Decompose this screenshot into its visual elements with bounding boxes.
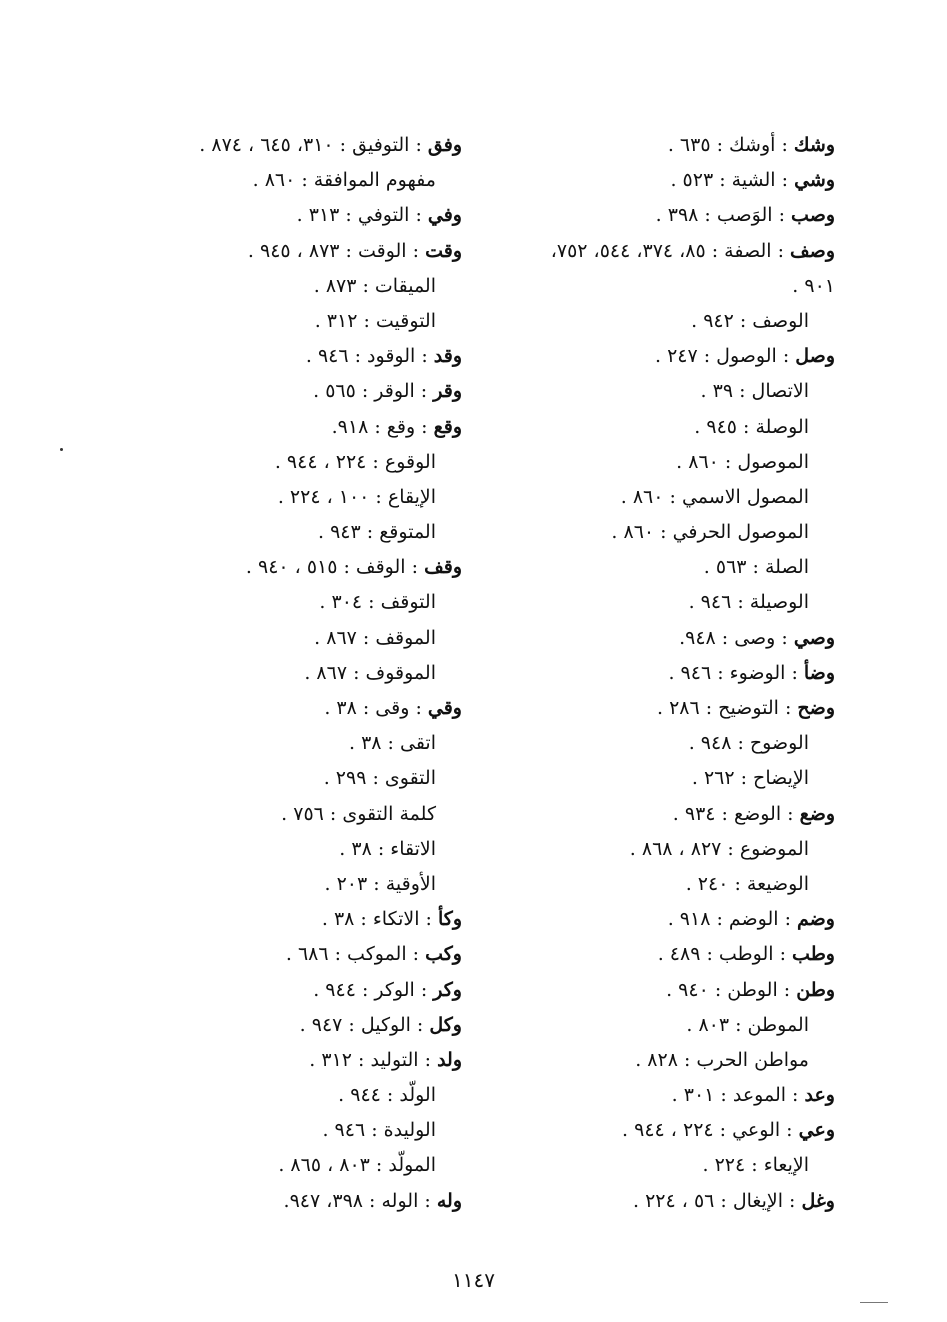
entry-text: : الإيغال : ٥٦ ، ٢٢٤ . bbox=[633, 1189, 802, 1212]
root-word: وقف bbox=[424, 556, 462, 579]
root-word: وغل bbox=[801, 1189, 835, 1212]
index-entry bbox=[117, 480, 462, 515]
root-word: وعد bbox=[804, 1084, 835, 1107]
entry-text: : التوفيق : ٣١٠، ٦٤٥ ، ٨٧٤ . bbox=[199, 134, 428, 156]
root-word: وقر bbox=[433, 380, 462, 403]
index-entry bbox=[117, 1113, 462, 1148]
root-word: وصف bbox=[790, 239, 835, 262]
index-entry bbox=[117, 726, 462, 761]
entry-text: : وقى : ٣٨ . bbox=[324, 697, 428, 719]
index-entry bbox=[117, 1008, 462, 1043]
entry-text: مواطن الحرب : ٨٢٨ . bbox=[635, 1048, 809, 1071]
root-word: وضم bbox=[797, 908, 835, 931]
entry-text: الولّد : ٩٤٤ . bbox=[338, 1084, 436, 1107]
root-word: وفق bbox=[427, 134, 462, 156]
root-word: وصي bbox=[793, 626, 835, 649]
index-entry bbox=[117, 797, 462, 832]
entry-text: الوضوح : ٩٤٨ . bbox=[688, 732, 809, 755]
index-entry bbox=[117, 973, 462, 1008]
entry-text: المصول الاسمي : ٨٦٠ . bbox=[620, 485, 809, 508]
index-entry bbox=[117, 691, 462, 726]
index-entry bbox=[475, 128, 835, 163]
root-word: وكل bbox=[429, 1013, 462, 1036]
entry-text: : التوليد : ٣١٢ . bbox=[309, 1048, 438, 1071]
index-entry bbox=[475, 1113, 835, 1148]
entry-text: الوقوع : ٢٢٤ ، ٩٤٤ . bbox=[274, 450, 436, 473]
entry-text: : الوصول : ٢٤٧ . bbox=[654, 345, 796, 368]
index-entry bbox=[475, 410, 835, 445]
page-number: ١١٤٧ bbox=[452, 1268, 495, 1292]
index-entry bbox=[475, 867, 835, 902]
entry-text: كلمة التقوى : ٧٥٦ . bbox=[281, 802, 436, 825]
root-word: وشك bbox=[793, 134, 835, 156]
index-column-left bbox=[117, 128, 462, 1219]
entry-text: : وصى : ٩٤٨. bbox=[679, 626, 794, 649]
root-word: ولد bbox=[437, 1048, 462, 1071]
index-entry bbox=[475, 269, 835, 304]
entry-text: : الوكيل : ٩٤٧ . bbox=[299, 1013, 430, 1036]
index-entry bbox=[475, 515, 835, 550]
entry-text: : الوقر : ٥٦٥ . bbox=[313, 380, 434, 403]
entry-text: الأوقية : ٢٠٣ . bbox=[324, 872, 436, 895]
index-entry bbox=[475, 832, 835, 867]
index-entry bbox=[117, 339, 462, 374]
index-entry bbox=[475, 726, 835, 761]
index-entry bbox=[475, 1008, 835, 1043]
entry-text: : الشية : ٥٢٣ . bbox=[670, 169, 795, 192]
entry-text: الوصف : ٩٤٢ . bbox=[691, 309, 809, 332]
root-word: وطب bbox=[792, 943, 835, 966]
entry-text: : الوطب : ٤٨٩ . bbox=[657, 943, 793, 966]
entry-text: الإيضاح : ٢٦٢ . bbox=[691, 767, 809, 790]
index-entry bbox=[475, 585, 835, 620]
index-entry bbox=[475, 797, 835, 832]
index-entry bbox=[117, 550, 462, 585]
entry-text: المولّد : ٨٠٣ ، ٨٦٥ . bbox=[278, 1154, 436, 1177]
index-entry bbox=[117, 374, 462, 409]
root-word: وضح bbox=[797, 697, 835, 719]
index-entry bbox=[117, 902, 462, 937]
index-entry bbox=[117, 128, 462, 163]
index-entry bbox=[117, 621, 462, 656]
entry-text: مفهوم الموافقة : ٨٦٠ . bbox=[252, 169, 436, 192]
entry-text: اتقى : ٣٨ . bbox=[348, 732, 436, 755]
index-entry bbox=[117, 198, 462, 233]
scan-edge-mark bbox=[860, 1302, 888, 1303]
entry-text: الموضوع : ٨٢٧ ، ٨٦٨ . bbox=[629, 837, 809, 860]
index-entry bbox=[475, 1078, 835, 1113]
index-entry bbox=[117, 163, 462, 198]
root-word: وضع bbox=[799, 802, 835, 825]
index-entry bbox=[117, 410, 462, 445]
index-entry bbox=[475, 198, 835, 233]
index-entry bbox=[475, 550, 835, 585]
entry-text: : الصفة : ٨٥، ٣٧٤، ٥٤٤، ٧٥٢، bbox=[550, 239, 791, 262]
entry-text: : الوضوء : ٩٤٦ . bbox=[668, 661, 804, 684]
index-entry bbox=[475, 1184, 835, 1219]
index-entry bbox=[117, 1184, 462, 1219]
entry-text: المتوقع : ٩٤٣ . bbox=[318, 521, 436, 544]
entry-text: ٩٠١ . bbox=[792, 274, 835, 297]
entry-text: الموقوف : ٨٦٧ . bbox=[304, 661, 436, 684]
entry-text: الاتقاء : ٣٨ . bbox=[339, 837, 436, 860]
index-entry bbox=[117, 656, 462, 691]
entry-text: الميقات : ٨٧٣ . bbox=[313, 274, 436, 297]
index-entry bbox=[117, 585, 462, 620]
entry-text: : الاتكاء : ٣٨ . bbox=[321, 908, 438, 931]
index-entry bbox=[475, 691, 835, 726]
index-entry bbox=[475, 480, 835, 515]
index-entry bbox=[475, 937, 835, 972]
entry-text: : الوقود : ٩٤٦ . bbox=[305, 345, 434, 368]
root-word: وصب bbox=[791, 204, 835, 227]
index-entry bbox=[475, 304, 835, 339]
entry-text: التوقف : ٣٠٤ . bbox=[319, 591, 436, 614]
entry-text: : الموعد : ٣٠١ . bbox=[671, 1084, 805, 1107]
index-entry bbox=[117, 867, 462, 902]
root-word: وقي bbox=[427, 697, 462, 719]
index-entry bbox=[117, 1078, 462, 1113]
index-entry bbox=[117, 832, 462, 867]
entry-text: : التوضيح : ٢٨٦ . bbox=[656, 697, 798, 719]
index-entry bbox=[117, 1148, 462, 1183]
index-entry bbox=[475, 234, 835, 269]
entry-text: : الوكر : ٩٤٤ . bbox=[313, 978, 434, 1001]
root-word: وصل bbox=[795, 345, 835, 368]
entry-text: : أوشك : ٦٣٥ . bbox=[667, 134, 794, 156]
entry-text: : وقع : ٩١٨. bbox=[331, 415, 434, 438]
index-entry bbox=[475, 902, 835, 937]
entry-text: الوصلة : ٩٤٥ . bbox=[694, 415, 809, 438]
index-entry bbox=[475, 445, 835, 480]
index-column-right bbox=[475, 128, 835, 1219]
root-word: وفي bbox=[427, 204, 462, 227]
root-word: وطن bbox=[796, 978, 835, 1001]
index-entry bbox=[117, 269, 462, 304]
index-entry bbox=[475, 1043, 835, 1078]
index-entry bbox=[475, 1148, 835, 1183]
entry-text: الموصول الحرفي : ٨٦٠ . bbox=[611, 521, 809, 544]
entry-text: الوليدة : ٩٤٦ . bbox=[322, 1119, 436, 1142]
root-word: وعي bbox=[798, 1119, 835, 1142]
root-word: وكب bbox=[425, 943, 462, 966]
index-entry bbox=[475, 163, 835, 198]
entry-text: : الوطن : ٩٤٠ . bbox=[666, 978, 797, 1001]
entry-text: الإيقاع : ١٠٠ ، ٢٢٤ . bbox=[277, 485, 436, 508]
entry-text: الموقف : ٨٦٧ . bbox=[314, 626, 436, 649]
index-entry bbox=[117, 445, 462, 480]
root-word: وكر bbox=[433, 978, 462, 1001]
index-entry bbox=[475, 656, 835, 691]
index-entry bbox=[117, 761, 462, 796]
index-entry bbox=[475, 761, 835, 796]
entry-text: التقوى : ٢٩٩ . bbox=[323, 767, 436, 790]
entry-text: : التوفي : ٣١٣ . bbox=[296, 204, 428, 227]
index-entry bbox=[117, 937, 462, 972]
entry-text: التوقيت : ٣١٢ . bbox=[314, 309, 436, 332]
entry-text: الاتصال : ٣٩ . bbox=[700, 380, 809, 403]
entry-text: الوصيلة : ٩٤٦ . bbox=[688, 591, 809, 614]
entry-text: : الوعي : ٢٢٤ ، ٩٤٤ . bbox=[622, 1119, 799, 1142]
entry-text: الإيعاء : ٢٢٤ . bbox=[702, 1154, 809, 1177]
entry-text: : الوقف : ٥١٥ ، ٩٤٠ . bbox=[245, 556, 425, 579]
root-word: وضأ bbox=[803, 661, 835, 684]
root-word: وكأ bbox=[437, 908, 462, 931]
entry-text: : الوله : ٣٩٨، ٩٤٧. bbox=[283, 1189, 437, 1212]
index-entry bbox=[117, 304, 462, 339]
entry-text: الصلة : ٥٦٣ . bbox=[703, 556, 809, 579]
index-entry bbox=[475, 374, 835, 409]
index-entry bbox=[117, 1043, 462, 1078]
entry-text: : الوضع : ٩٣٤ . bbox=[672, 802, 800, 825]
root-word: وشي bbox=[794, 169, 835, 192]
index-entry bbox=[475, 339, 835, 374]
index-entry bbox=[475, 973, 835, 1008]
root-word: وقد bbox=[433, 345, 462, 368]
index-entry bbox=[117, 234, 462, 269]
entry-text: الوضيعة : ٢٤٠ . bbox=[685, 872, 809, 895]
entry-text: الموصول : ٨٦٠ . bbox=[676, 450, 809, 473]
root-word: وقت bbox=[425, 239, 462, 262]
entry-text: : الوقت : ٨٧٣ ، ٩٤٥ . bbox=[247, 239, 426, 262]
index-entry bbox=[117, 515, 462, 550]
entry-text: : الوضم : ٩١٨ . bbox=[667, 908, 798, 931]
root-word: وقع bbox=[433, 415, 462, 438]
index-entry bbox=[475, 621, 835, 656]
root-word: وله bbox=[436, 1189, 462, 1212]
entry-text: : الوَصب : ٣٩٨ . bbox=[655, 204, 792, 227]
scan-speck bbox=[60, 448, 63, 451]
entry-text: الموطن : ٨٠٣ . bbox=[686, 1013, 809, 1036]
entry-text: : الموكب : ٦٨٦ . bbox=[285, 943, 426, 966]
